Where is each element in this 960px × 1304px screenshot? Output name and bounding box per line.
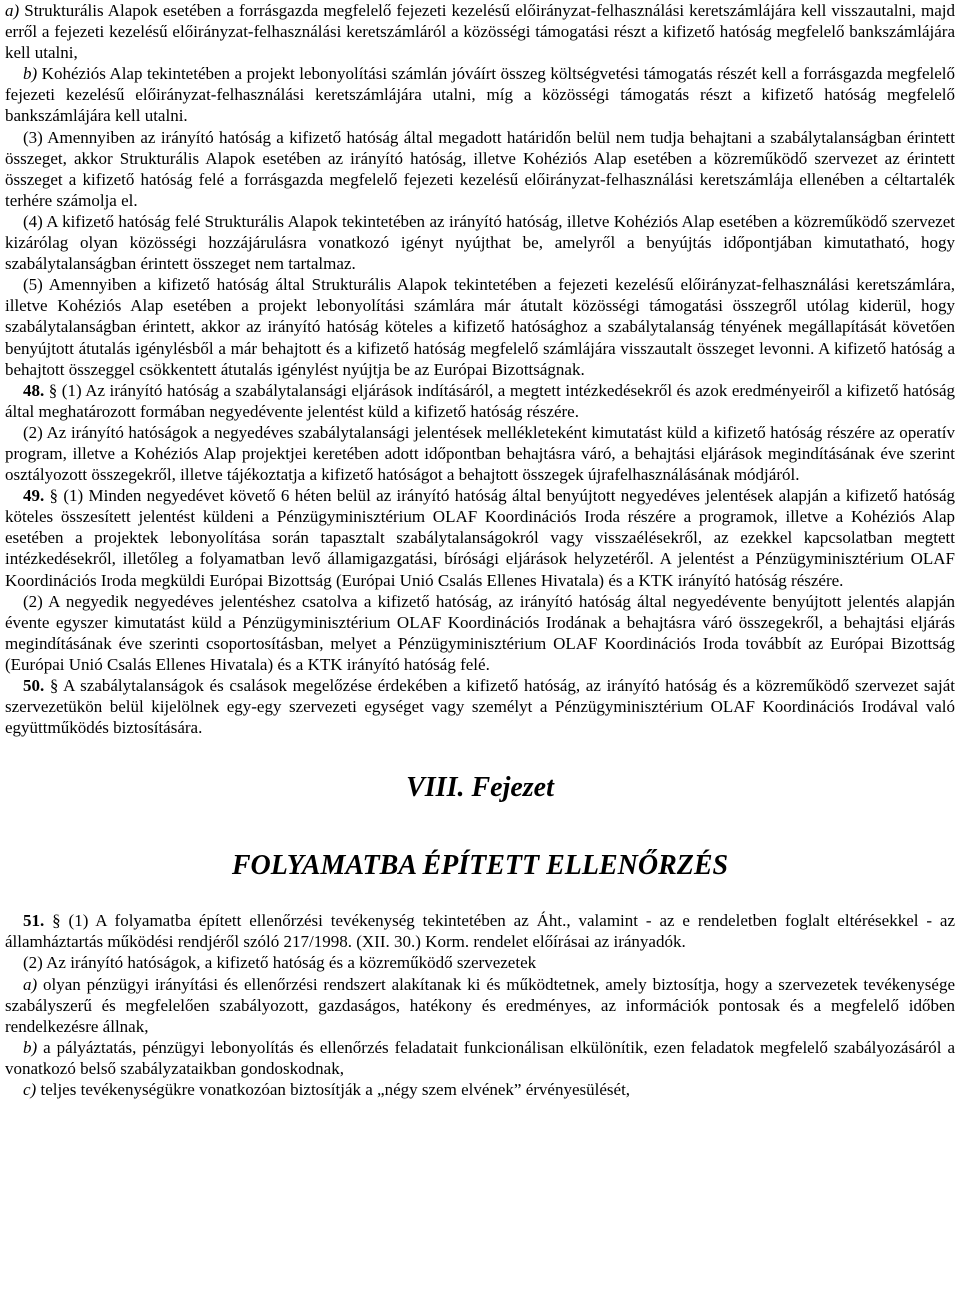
paragraph-p-48-2 [5,422,955,485]
paragraph-text: a pályáztatás, pénzügyi lebonyolítás és ellenőrzés feladatait funkcionálisan elkülönítik, ezen feladatok megfelelő szabályozásáról a vonatkozó belső szabályzataikban gondoskodnak, [5,1037,955,1078]
paragraph-text: (4) A kifizető hatóság felé Strukturális Alapok tekintetében az irányító hatóság, illetve Kohéziós Alap esetében a közreműködő szervezet kizárólag olyan közösségi hozzájárulásra vonatkozó igényt nyújthat be, amelyről a benyújtás időpontjában kimutatható, hogy szabálytalanságban érintett összeget nem tartalmaz. [5,211,955,274]
paragraph-text: § A szabálytalanságok és csalások megelőzése érdekében a kifizető hatóság, az irányító hatóság és a közreműködő szervezet saját szervezetükön belül kijelölnek egy-egy szervezeti egységet vagy személyt a Pénzügyminisztérium OLAF Koordinációs Irodával való együttműködés biztosítására. [5,676,955,738]
paragraph-p-50 [5,675,955,738]
paragraph-text: Strukturális Alapok esetében a forrásgazda megfelelő fejezeti kezelésű előirányzat-felhasználási keretszámlájára kell visszautalni, majd erről a fejezeti kezelésű előirányzat-felhasználási keretszámláról a közösségi támogatási részt a kifizető hatóság megfelelő bankszámlájára kell utalni, [5,1,955,63]
paragraph-p-49-1 [5,485,955,590]
section-number: 51. [23,911,45,931]
paragraph-p-a [5,0,955,63]
document-page [5,0,955,1100]
section-number: 48. [23,380,45,400]
paragraph-p-51-1 [5,910,955,952]
list-marker: c) [23,1080,37,1100]
document-body-lower [5,910,955,1100]
paragraph-text: (2) Az irányító hatóságok a negyedéves szabálytalansági jelentések mellékleteként kimutatást küld a kifizető hatóság részére az operatív program, illetve a Kohéziós Alap projektjei keretében adott időpontban behajtásra váró, a behajtási eljárások megindításának éve szerint osztályozott összegekről, illetve tájékoztatja a kifizető hatóságot a behajtott összegek újrafelhasználásának módjáról. [5,422,955,485]
list-marker: a) [23,974,38,994]
paragraph-text: (2) Az irányító hatóságok, a kifizető hatóság és a közreműködő szervezetek [23,953,537,973]
list-marker: a) [5,1,20,20]
section-number: 49. [23,486,45,506]
paragraph-text: § (1) A folyamatba épített ellenőrzési tevékenység tekintetében az Áht., valamint - az e rendeletben foglalt eltérésekkel - az államháztartás működési rendjéről szóló 217/1998. (XII. 30.) Korm. rendelet előírásai az irányadók. [5,911,955,952]
paragraph-p-48-1 [5,380,955,422]
paragraph-text: teljes tevékenységükre vonatkozóan biztosítják a „négy szem elvének” érvényesülését, [36,1080,631,1100]
paragraph-p-5 [5,274,955,379]
paragraph-text: § (1) Az irányító hatóság a szabálytalansági eljárások indításáról, a megtett intézkedésekről és azok eredményeiről a kifizető hatóság által meghatározott formában negyedévente jelentést küld a kifizető hatóság részére. [5,380,955,421]
paragraph-text: Kohéziós Alap tekintetében a projekt lebonyolítási számlán jóváírt összeg költségvetési támogatás részét kell a forrásgazda megfelelő fejezeti kezelésű előirányzat-felhasználási keretszámlájára utalni, míg a közösségi támogatás részt a kifizető hatóság megfelelő bankszámlájára kell utalni. [5,64,955,126]
paragraph-text: § (1) Minden negyedévet követő 6 héten belül az irányító hatóság által benyújtott negyedéves jelentések alapján a kifizető hatóság köteles összesített jelentést küldeni a Pénzügyminisztérium OLAF Koordinációs Iroda részére a programok, illetve a Kohéziós Alap esetében a projektek lebonyolítása során tapasztalt szabálytalanságokról vagy visszaélésekről, az ezekkel kapcsolatban megtett intézkedésekről, illetőleg a folyamatban levő államigazgatási, bírósági eljárások helyzetéről. A jelentést a Pénzügyminisztérium OLAF Koordinációs Iroda megküldi Európai Bizottság (Európai Unió Csalás Ellenes Hivatala) és a KTK irányító hatóság részére. [5,486,955,590]
paragraph-text: (2) A negyedik negyedéves jelentéshez csatolva a kifizető hatóság, az irányító hatóság által negyedévente benyújtott jelentés alapján évente egyszer kimutatást küld a Pénzügyminisztérium OLAF Koordinációs Irodának a behajtásra váró összegekről, a behajtási eljárás megindításának éve szerinti csoportosításban, melyet a Pénzügyminisztérium OLAF Koordinációs Iroda továbbít az Európai Bizottság (Európai Unió Csalás Ellenes Hivatala) és a KTK irányító hatóság felé. [5,591,955,674]
chapter-title: FOLYAMATBA ÉPÍTETT ELLENŐRZÉS [231,850,729,882]
document-body-upper [5,0,955,738]
paragraph-p-51-2a [5,974,955,1037]
paragraph-text: (3) Amennyiben az irányító hatóság a kifizető hatóság által megadott határidőn belül nem tudja behajtani a szabálytalanságban érintett összeget, akkor Strukturális Alapok esetében az irányító hatóság, illetve Kohéziós Alap esetében a közreműködő szervezet az érintett összeget a kifizető hatóság felé a forrásgazda megfelelő fejezeti kezelésű előirányzat-felhasználási keretszámlája ellenében a céltartalék terhére számolja el. [5,127,955,210]
section-number: 50. [23,676,45,695]
chapter-number: VIII. Fejezet [406,772,554,804]
paragraph-text: (5) Amennyiben a kifizető hatóság által Strukturális Alapok tekintetében a fejezeti kezelésű előirányzat-felhasználási keretszámlára, illetve Kohéziós Alap esetében a projekt lebonyolítási számlára már átutalt közösségi támogatási összegről utólag kiderül, hogy szabálytalanságban érintett, akkor az irányító hatóság köteles a kifizető hatósághoz a szabálytalanság tényének megállapítását követően benyújtott átutalás igénylésből a már behajtott és a kifizető hatóság megfelelő számlájára visszautalt összeget levonni. A kifizető hatóság a behajtott összeggel csökkentett átutalás igénylést nyújtja be az Európai Bizottságnak. [5,275,955,379]
paragraph-p-49-2 [5,591,955,675]
paragraph-p-b [5,63,955,126]
list-marker: b) [23,1037,38,1057]
paragraph-p-51-2b [5,1037,955,1079]
paragraph-text: olyan pénzügyi irányítási és ellenőrzési rendszert alakítanak ki és működtetnek, amely biztosítja, hogy a szervezetek tevékenysége szabályszerű és megfelelően szabályozott, gazdaságos, hatékony és eredményes, az információk pontosak és a megfelelő időben rendelkezésre állnak, [5,974,955,1036]
paragraph-p-3 [5,127,955,211]
paragraph-p-51-2c [5,1079,955,1100]
list-marker: b) [23,64,38,84]
paragraph-p-51-2 [5,952,955,973]
paragraph-p-4 [5,211,955,274]
